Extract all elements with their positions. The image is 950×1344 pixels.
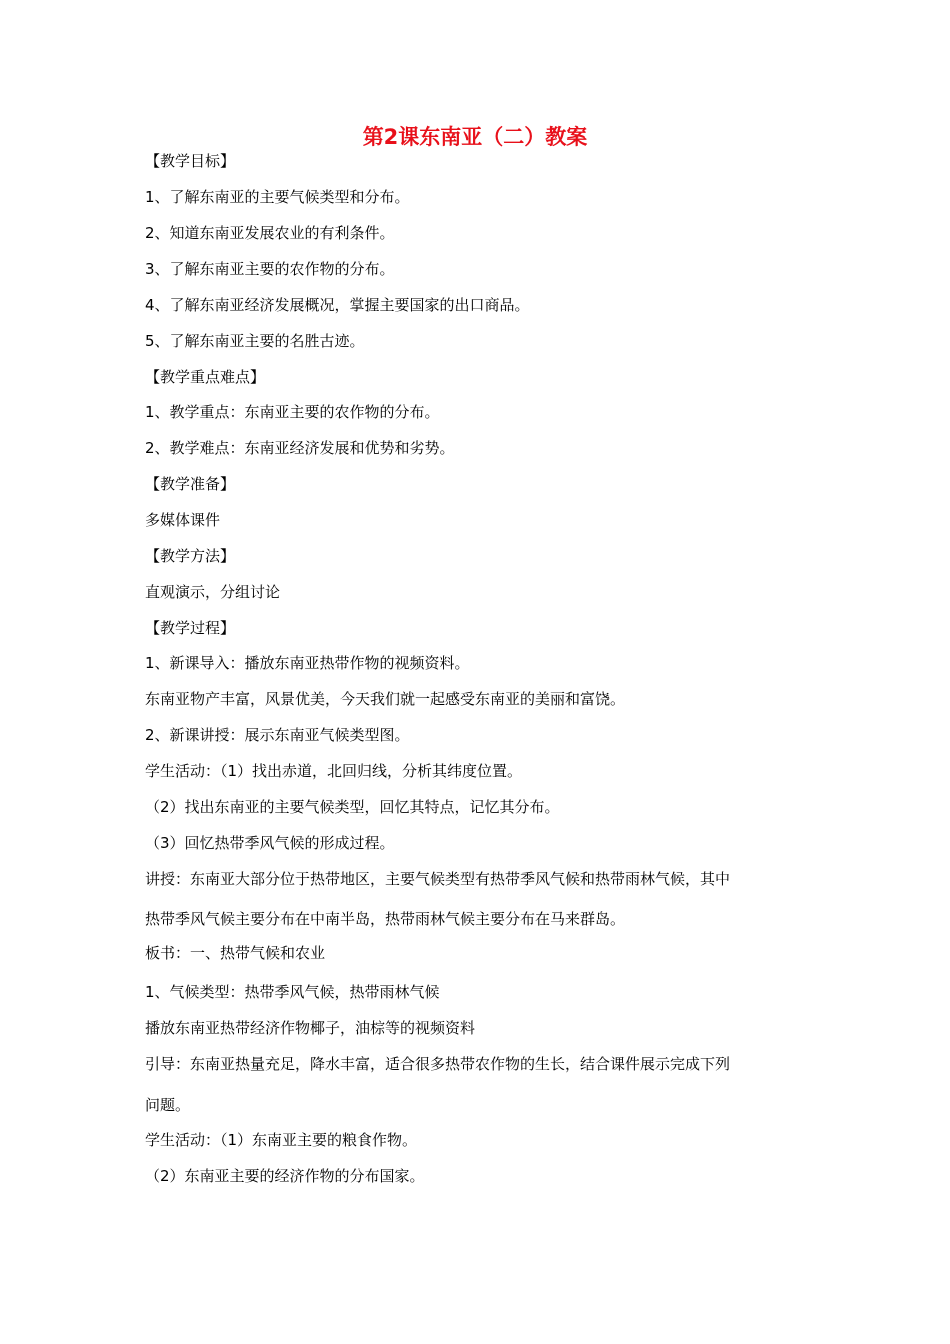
text-line: 2、知道东南亚发展农业的有利条件。 — [145, 224, 395, 242]
document-title: 第2课东南亚（二）教案 — [362, 125, 588, 149]
text-line: 4、了解东南亚经济发展概况，掌握主要国家的出口商品。 — [145, 296, 530, 314]
text-line: 热带季风气候主要分布在中南半岛，热带雨林气候主要分布在马来群岛。 — [145, 910, 626, 928]
text-line: 东南亚物产丰富，风景优美，今天我们就一起感受东南亚的美丽和富饶。 — [145, 690, 626, 708]
text-line: 5、了解东南亚主要的名胜古迹。 — [145, 332, 365, 350]
section-heading-key-points: 【教学重点难点】 — [145, 368, 266, 386]
text-line: 1、教学重点：东南亚主要的农作物的分布。 — [145, 403, 440, 421]
text-line: 3、了解东南亚主要的农作物的分布。 — [145, 260, 395, 278]
text-line: 板书：一、热带气候和农业 — [145, 944, 326, 962]
text-line: 2、新课讲授：展示东南亚气候类型图。 — [145, 726, 410, 744]
text-line: 问题。 — [145, 1096, 191, 1114]
text-line: 1、气候类型：热带季风气候，热带雨林气候 — [145, 983, 440, 1001]
text-line: 多媒体课件 — [145, 511, 221, 529]
text-line: 1、了解东南亚的主要气候类型和分布。 — [145, 188, 410, 206]
text-line: 学生活动：（1）找出赤道，北回归线，分析其纬度位置。 — [145, 762, 523, 780]
text-line: （2）找出东南亚的主要气候类型，回忆其特点，记忆其分布。 — [145, 798, 560, 816]
text-line: 2、教学难点：东南亚经济发展和优势和劣势。 — [145, 439, 455, 457]
text-line: 播放东南亚热带经济作物椰子，油棕等的视频资料 — [145, 1019, 476, 1037]
text-line: 讲授：东南亚大部分位于热带地区，主要气候类型有热带季风气候和热带雨林气候，其中 — [145, 870, 731, 888]
text-line: （2）东南亚主要的经济作物的分布国家。 — [145, 1167, 425, 1185]
text-line: 直观演示，分组讨论 — [145, 583, 281, 601]
text-line: 学生活动：（1）东南亚主要的粮食作物。 — [145, 1131, 418, 1149]
section-heading-process: 【教学过程】 — [145, 619, 236, 637]
text-line: 1、新课导入：播放东南亚热带作物的视频资料。 — [145, 654, 470, 672]
section-heading-preparation: 【教学准备】 — [145, 475, 236, 493]
text-line: 引导：东南亚热量充足，降水丰富，适合很多热带农作物的生长，结合课件展示完成下列 — [145, 1055, 731, 1073]
section-heading-methods: 【教学方法】 — [145, 547, 236, 565]
text-line: （3）回忆热带季风气候的形成过程。 — [145, 834, 395, 852]
section-heading-objectives: 【教学目标】 — [145, 152, 236, 170]
